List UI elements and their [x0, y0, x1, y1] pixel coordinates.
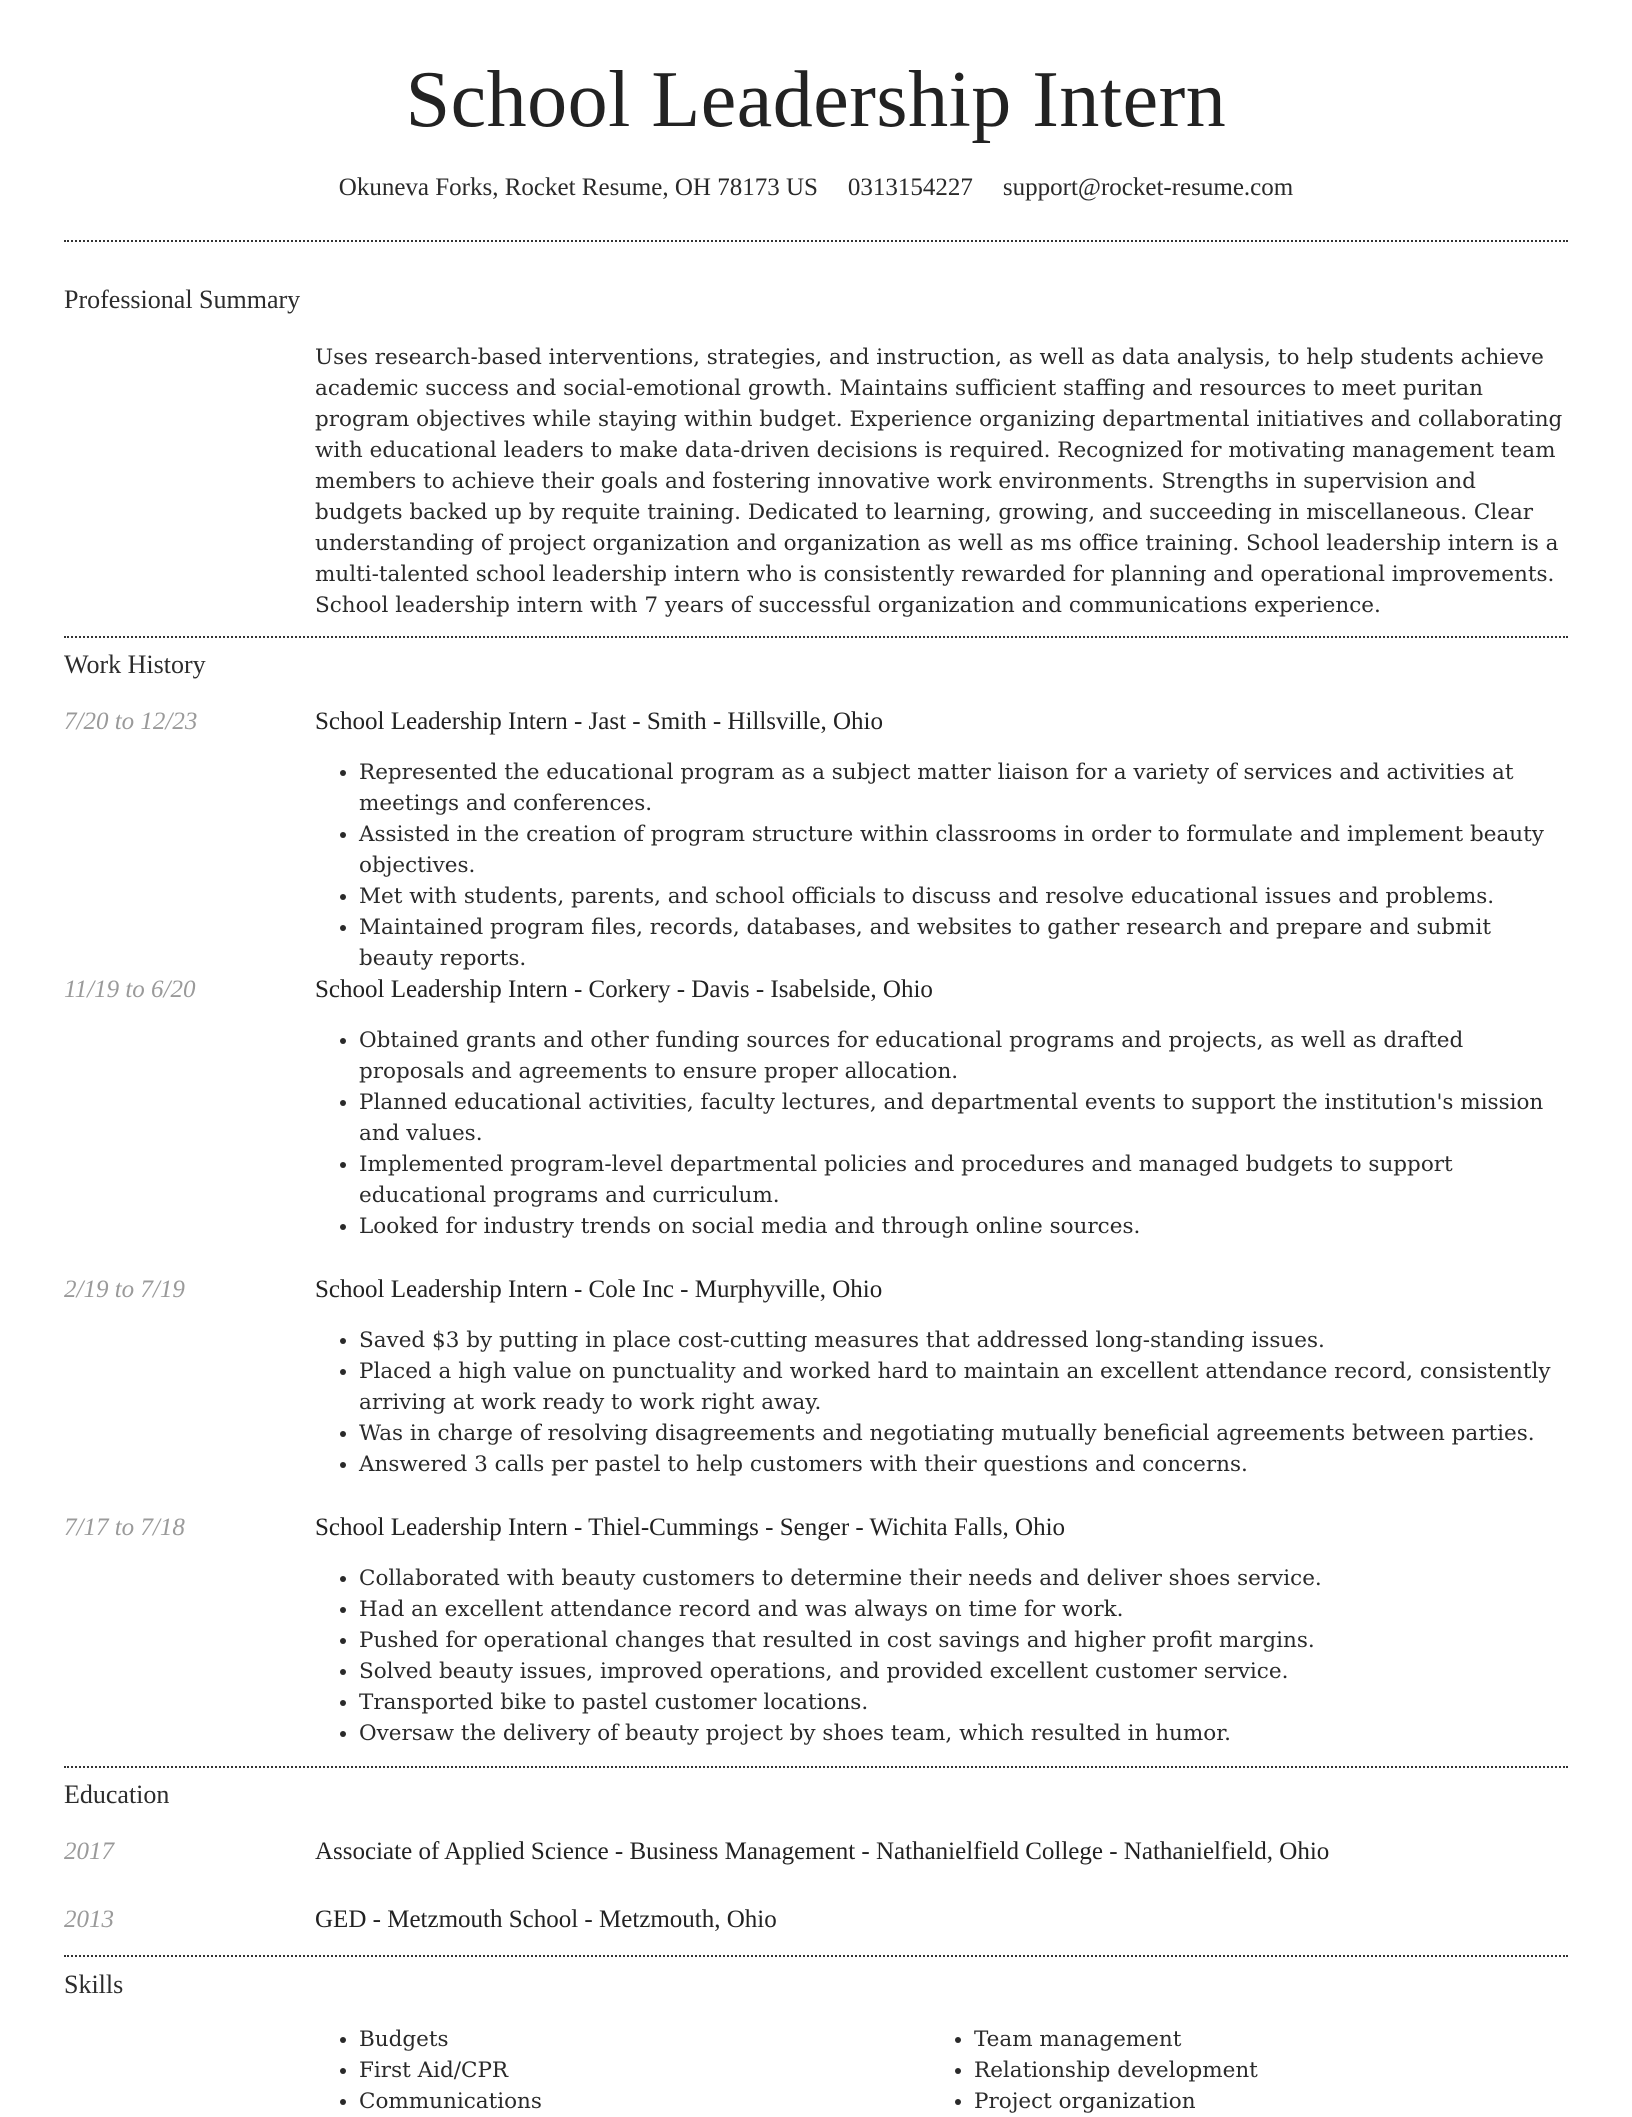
- job-title: School Leadership Intern: [315, 976, 568, 1003]
- job-heading: [315, 1274, 1568, 1306]
- job-heading: [315, 974, 1568, 1006]
- contact-line: [0, 170, 1632, 206]
- job-dates: 11/19 to 6/20: [64, 976, 196, 1003]
- job-bullets: [315, 1325, 1568, 1480]
- skill-item: • First Aid/CPR: [359, 2055, 875, 2086]
- summary-text: Uses research-based interventions, strategies, and instruction, as well as data analysis, to help students achieve academic success and social-emotional growth. Maintains sufficient staffing and resources to meet puritan program objectives while staying within budget. Experience organizing departmental initiatives and collaborating with educational leaders to make data-driven decisions is required. Recognized for motivating management team members to achieve their goals and fostering innovative work environments. Strengths in supervision and budgets backed up by requite training. Dedicated to learning, growing, and succeeding in miscellaneous. Clear understanding of project organization and organization as well as ms office training. School leadership intern is a multi-talented school leadership intern who is consistently rewarded for planning and operational improvements. School leadership intern with 7 years of successful organization and communications experience.: [315, 345, 1563, 618]
- job-bullets: [315, 1025, 1568, 1242]
- job-details: - Cole Inc - Murphyville, Ohio: [567, 1276, 883, 1303]
- section-divider: [64, 1766, 1568, 1768]
- skills-list-left: [315, 2024, 875, 2117]
- job-bullets: [315, 1563, 1568, 1749]
- skill-item: • Communications: [359, 2086, 875, 2117]
- education-details: - Metzmouth School - Metzmouth, Ohio: [366, 1906, 777, 1933]
- list-item: • Placed a high value on punctuality and worked hard to maintain an excellent attendance record, consistently arriving at work ready to work right away.: [359, 1356, 1568, 1418]
- list-item: • Collaborated with beauty customers to determine their needs and deliver shoes service.: [359, 1563, 1568, 1594]
- list-item: • Oversaw the delivery of beauty project by shoes team, which resulted in humor.: [359, 1718, 1568, 1749]
- education-entry: [315, 1836, 1568, 1868]
- education-degree: Associate of Applied Science - Business Management: [315, 1838, 856, 1865]
- job-details: - Thiel-Cummings - Senger - Wichita Falls, Ohio: [567, 1514, 1066, 1541]
- job-dates: 7/20 to 12/23: [64, 708, 198, 735]
- list-item: • Implemented program-level departmental policies and procedures and managed budgets to support educational programs and curriculum.: [359, 1149, 1568, 1211]
- list-item: • Solved beauty issues, improved operations, and provided excellent customer service.: [359, 1656, 1568, 1687]
- list-item: • Had an excellent attendance record and was always on time for work.: [359, 1594, 1568, 1625]
- skills-heading: Skills: [64, 1970, 124, 1999]
- list-item: • Transported bike to pastel customer locations.: [359, 1687, 1568, 1718]
- job-title: School Leadership Intern: [315, 1276, 568, 1303]
- list-item: • Assisted in the creation of program structure within classrooms in order to formulate and implement beauty objectives.: [359, 819, 1568, 881]
- education-year: 2013: [64, 1906, 114, 1933]
- section-divider: [64, 240, 1568, 242]
- skills-list-right: [930, 2024, 1490, 2117]
- list-item: • Represented the educational program as a subject matter liaison for a variety of services and activities at meetings and conferences.: [359, 757, 1568, 819]
- list-item: • Obtained grants and other funding sources for educational programs and projects, as well as drafted proposals and agreements to ensure proper allocation.: [359, 1025, 1568, 1087]
- list-item: • Maintained program files, records, databases, and websites to gather research and prepare and submit beauty reports.: [359, 912, 1568, 974]
- job-title: School Leadership Intern: [315, 708, 568, 735]
- education-degree: GED: [315, 1906, 367, 1933]
- skill-item: • Relationship development: [974, 2055, 1490, 2086]
- education-entry: [315, 1904, 1568, 1936]
- list-item: • Was in charge of resolving disagreements and negotiating mutually beneficial agreements between parties.: [359, 1418, 1568, 1449]
- section-divider: [64, 636, 1568, 638]
- list-item: • Pushed for operational changes that resulted in cost savings and higher profit margins.: [359, 1625, 1568, 1656]
- job-heading: [315, 1512, 1568, 1544]
- job-details: - Corkery - Davis - Isabelside, Ohio: [567, 976, 933, 1003]
- list-item: • Met with students, parents, and school officials to discuss and resolve educational issues and problems.: [359, 881, 1568, 912]
- job-heading: [315, 706, 1568, 738]
- job-dates: 2/19 to 7/19: [64, 1276, 185, 1303]
- list-item: • Looked for industry trends on social media and through online sources.: [359, 1211, 1568, 1242]
- education-details: - Nathanielfield College - Nathanielfield, Ohio: [855, 1838, 1330, 1865]
- contact-email[interactable]: support@rocket-resume.com: [1002, 174, 1294, 201]
- summary-heading: Professional Summary: [64, 285, 301, 314]
- section-divider: [64, 1955, 1568, 1957]
- work-history-heading: Work History: [64, 650, 206, 679]
- contact-phone: 0313154227: [847, 174, 973, 201]
- resume-name: School Leadership Intern: [405, 56, 1227, 144]
- skill-item: • Team management: [974, 2024, 1490, 2055]
- skill-item: • Budgets: [359, 2024, 875, 2055]
- list-item: • Answered 3 calls per pastel to help customers with their questions and concerns.: [359, 1449, 1568, 1480]
- job-details: - Jast - Smith - Hillsville, Ohio: [567, 708, 883, 735]
- job-dates: 7/17 to 7/18: [64, 1514, 185, 1541]
- education-heading: Education: [64, 1780, 170, 1809]
- list-item: • Saved $3 by putting in place cost-cutting measures that addressed long-standing issues.: [359, 1325, 1568, 1356]
- job-title: School Leadership Intern: [315, 1514, 568, 1541]
- list-item: • Planned educational activities, faculty lectures, and departmental events to support the institution's mission and values.: [359, 1087, 1568, 1149]
- education-year: 2017: [64, 1838, 114, 1865]
- job-bullets: [315, 757, 1568, 974]
- contact-address: Okuneva Forks, Rocket Resume, OH 78173 US: [338, 174, 818, 201]
- skill-item: • Project organization: [974, 2086, 1490, 2117]
